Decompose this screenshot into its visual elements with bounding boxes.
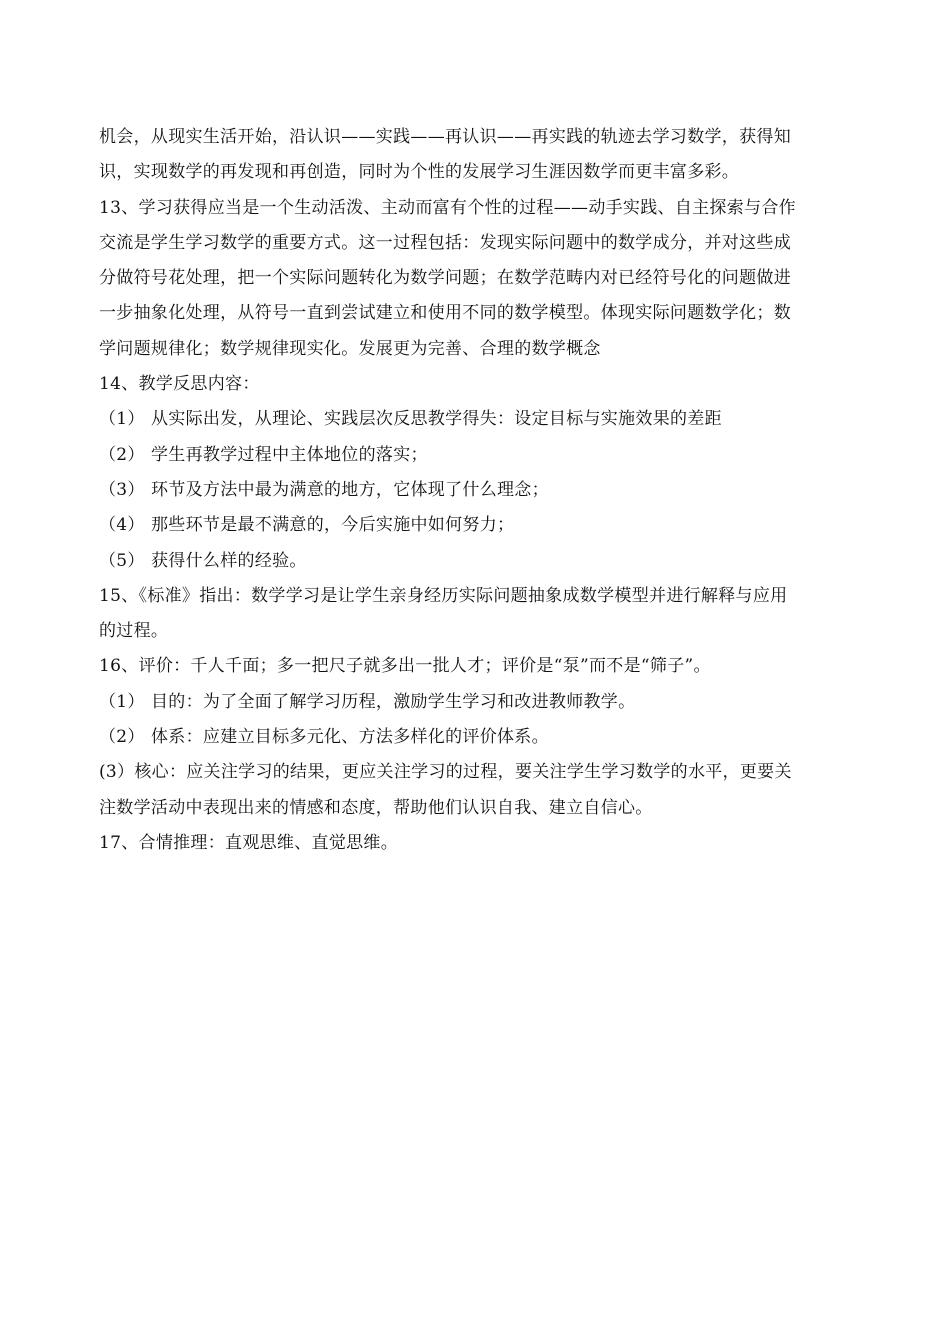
list-text: 目的：为了全面了解学习历程，激励学生学习和改进教师教学。 xyxy=(151,691,636,712)
list-number: （2） xyxy=(99,727,145,748)
reflection-list-item xyxy=(99,473,854,508)
list-text: 体系：应建立目标多元化、方法多样化的评价体系。 xyxy=(151,727,549,748)
evaluation-list-item xyxy=(99,685,854,720)
item-13-line: 分做符号花处理，把一个实际问题转化为数学问题；在数学范畴内对已经符号化的问题做进 xyxy=(99,268,791,289)
list-text: 获得什么样的经验。 xyxy=(151,550,307,571)
item-17-line: 17、合情推理：直观思维、直觉思维。 xyxy=(99,832,399,853)
item-15-line: 15、《标准》指出：数学学习是让学生亲身经历实际问题抽象成数学模型并进行解释与应用 xyxy=(99,585,788,606)
evaluation-core-line: (3）核心：应关注学习的结果，更应关注学习的过程，要关注学生学习数学的水平，更要关 xyxy=(99,762,792,783)
evaluation-core-line: 注数学活动中表现出来的情感和态度，帮助他们认识自我、建立自信心。 xyxy=(99,797,653,818)
list-number: （5） xyxy=(99,550,145,571)
paragraph-line: 机会，从现实生活开始，沿认识——实践——再认识——再实践的轨迹去学习数学，获得知 xyxy=(99,127,791,147)
reflection-list-item xyxy=(99,402,854,437)
reflection-list-item xyxy=(99,438,854,473)
document-body xyxy=(99,120,854,861)
list-number: （1） xyxy=(99,409,145,430)
list-text: 学生再教学过程中主体地位的落实； xyxy=(151,444,428,465)
item-13-line: 学问题规律化；数学规律现实化。发展更为完善、合理的数学概念 xyxy=(99,338,601,359)
list-number: （1） xyxy=(99,691,145,712)
reflection-list-item xyxy=(99,508,854,543)
item-16-heading: 16、评价：千人千面；多一把尺子就多出一批人才；评价是“泵”而不是“筛子”。 xyxy=(99,656,711,677)
paragraph-line: 识，实现数学的再发现和再创造，同时为个性的发展学习生涯因数学而更丰富多彩。 xyxy=(99,162,740,183)
list-number: （3） xyxy=(99,479,145,500)
evaluation-list-item xyxy=(99,720,854,755)
item-13-line: 交流是学生学习数学的重要方式。这一过程包括：发现实际问题中的数学成分，并对这些成 xyxy=(99,232,791,253)
reflection-list-item xyxy=(99,544,854,579)
list-number: （4） xyxy=(99,515,145,536)
item-14-heading: 14、教学反思内容： xyxy=(99,374,260,395)
item-13-line: 一步抽象化处理，从符号一直到尝试建立和使用不同的数学模型。体现实际问题数学化；数 xyxy=(99,303,791,324)
list-text: 从实际出发，从理论、实践层次反思教学得失：设定目标与实施效果的差距 xyxy=(151,409,722,430)
item-13-line: 13、学习获得应当是一个生动活泼、主动而富有个性的过程——动手实践、自主探索与合作 xyxy=(99,197,796,218)
list-text: 环节及方法中最为满意的地方，它体现了什么理念； xyxy=(151,479,549,500)
list-number: （2） xyxy=(99,444,145,465)
list-text: 那些环节是最不满意的，今后实施中如何努力； xyxy=(151,515,515,536)
item-15-line: 的过程。 xyxy=(99,621,169,642)
